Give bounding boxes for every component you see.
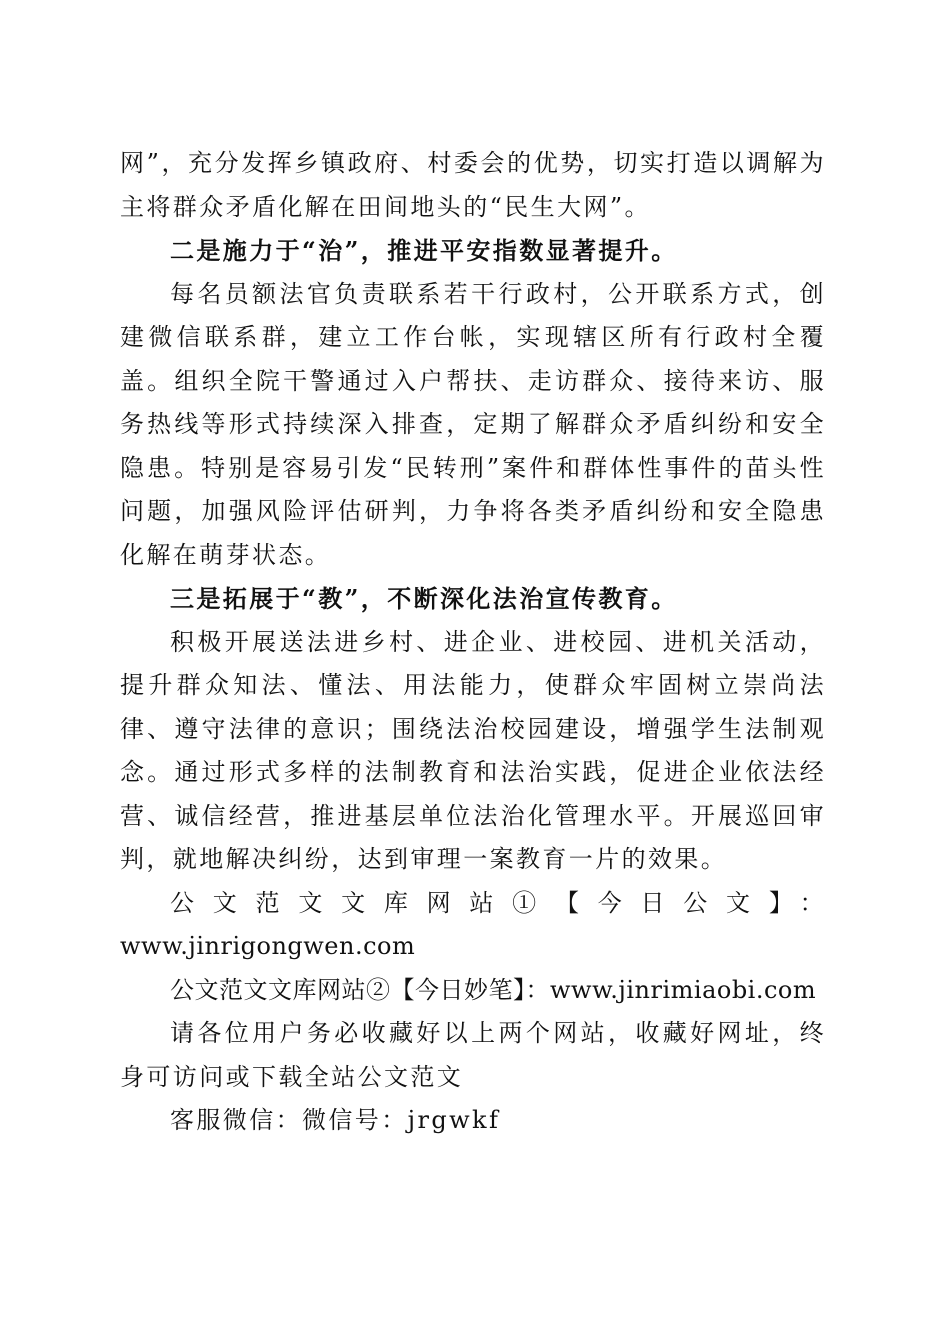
section-heading-2: 二是施力于“治”，推进平安指数显著提升。 — [170, 236, 678, 265]
section-heading-3: 三是拓展于“教”，不断深化法治宣传教育。 — [170, 584, 678, 613]
footer-contact: 客服微信：微信号：jrgwkf — [170, 1106, 501, 1134]
paragraph-continuation: 网”，充分发挥乡镇政府、村委会的优势，切实打造以调解为主将群众矛盾化解在田间地头的“民生大网”。 — [120, 149, 826, 221]
footer-notice: 请各位用户务必收藏好以上两个网站，收藏好网址，终身可访问或下载全站公文范文 — [120, 1019, 826, 1091]
footer-site1-label: 公文范文文库网站①【今日公文】： — [170, 888, 826, 917]
paragraph-section-3: 积极开展送法进乡村、进企业、进校园、进机关活动，提升群众知法、懂法、用法能力，使群众牢固树立崇尚法律、遵守法律的意识；围绕法治校园建设，增强学生法制观念。通过形式多样的法制教育和法治实践，促进企业依法经营、诚信经营，推进基层单位法治化管理水平。开展巡回审判，就地解决纠纷，达到审理一案教育一片的效果。 — [120, 627, 826, 873]
paragraph-section-2: 每名员额法官负责联系若干行政村，公开联系方式，创建微信联系群，建立工作台帐，实现辖区所有行政村全覆盖。组织全院干警通过入户帮扶、走访群众、接待来访、服务热线等形式持续深入排查，定期了解群众矛盾纠纷和安全隐患。特别是容易引发“民转刑”案件和群体性事件的苗头性问题，加强风险评估研判，力争将各类矛盾纠纷和安全隐患化解在萌芽状态。 — [120, 279, 826, 569]
document-page — [120, 142, 826, 1143]
footer-site2-line[interactable]: 公文范文文库网站②【今日妙笔】：www.jinrimiaobi.com — [170, 975, 817, 1004]
footer-site1-url[interactable]: www.jinrigongwen.com — [120, 932, 416, 960]
